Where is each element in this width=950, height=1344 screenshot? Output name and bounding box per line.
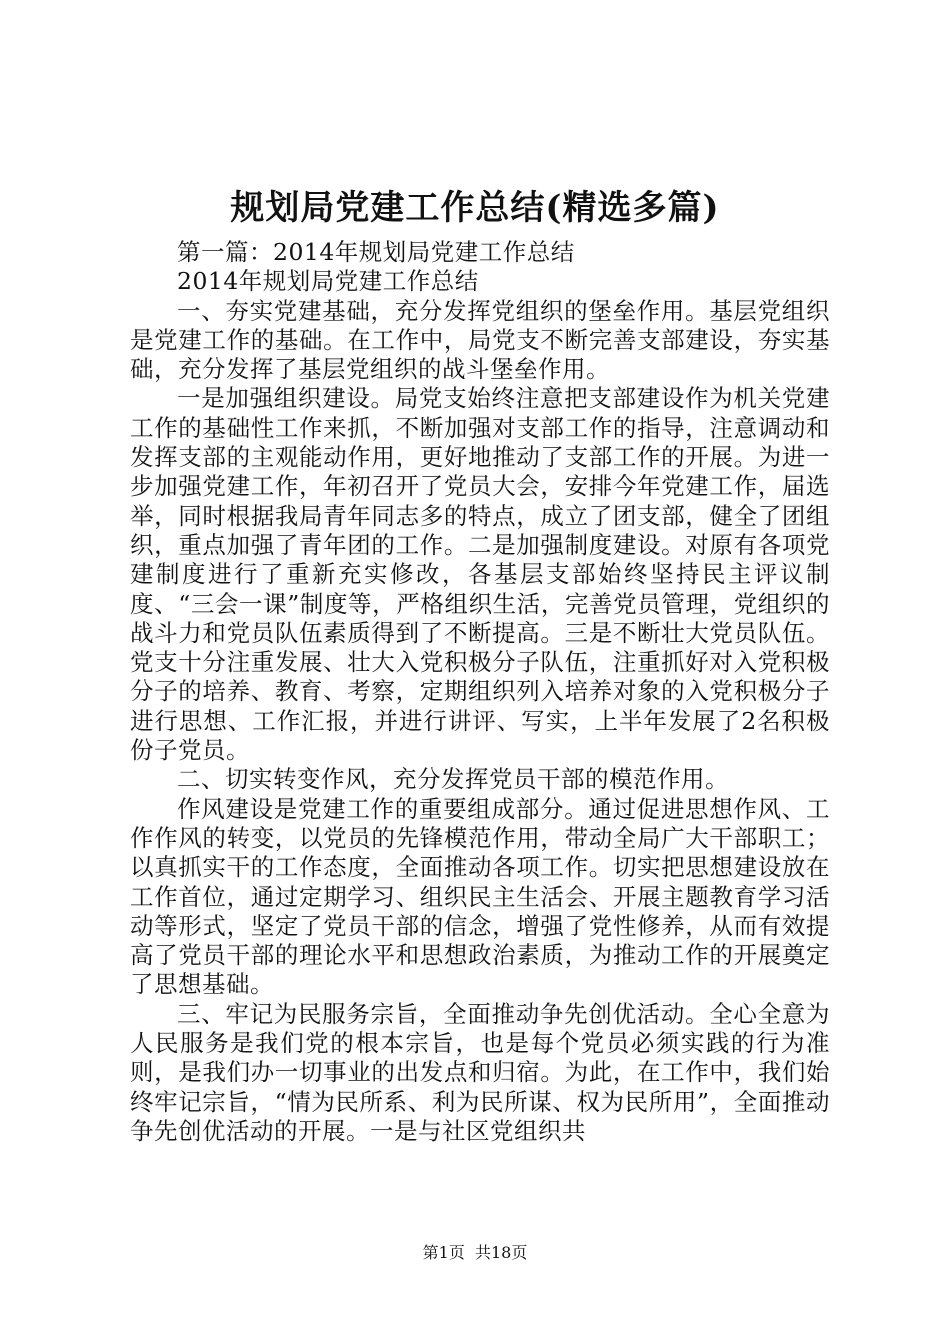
document-body <box>130 238 830 1146</box>
section-heading: 第一篇：2014年规划局党建工作总结 <box>177 238 575 266</box>
paragraph: 一、夯实党建基础，充分发挥党组织的堡垒作用。基层党组织是党建工作的基础。在工作中，局党支不断完善支部建设，夯实基础，充分发挥了基层党组织的战斗堡垒作用。 <box>130 296 830 384</box>
paragraph: 三、牢记为民服务宗旨，全面推动争先创优活动。全心全意为人民服务是我们党的根本宗旨，也是每个党员必须实践的行为准则，是我们办一切事业的出发点和归宿。为此，在工作中，我们始终牢记宗旨，“情为民所系、利为民所谋、权为民所用”，全面推动争先创优活动的开展。一是与社区党组织共 <box>130 999 830 1145</box>
page-number: 第1页 共18页 <box>422 1243 528 1262</box>
page-footer <box>0 1242 950 1264</box>
subtitle: 2014年规划局党建工作总结 <box>177 267 479 296</box>
paragraph: 作风建设是党建工作的重要组成部分。通过促进思想作风、工作作风的转变，以党员的先锋模范作用，带动全局广大干部职工；以真抓实干的工作态度，全面推动各项工作。切实把思想建设放在工作首位，通过定期学习、组织民主生活会、开展主题教育学习活动等形式，坚定了党员干部的信念，增强了党性修养，从而有效提高了党员干部的理论水平和思想政治素质，为推动工作的开展奠定了思想基础。 <box>130 794 830 999</box>
document-title: 规划局党建工作总结(精选多篇) <box>230 188 720 228</box>
paragraph: 二、切实转变作风，充分发挥党员干部的模范作用。 <box>177 765 729 794</box>
paragraph: 一是加强组织建设。局党支始终注意把支部建设作为机关党建工作的基础性工作来抓，不断加强对支部工作的指导，注意调动和发挥支部的主观能动作用，更好地推动了支部工作的开展。为进一步加强党建工作，年初召开了党员大会，安排今年党建工作，届选举，同时根据我局青年同志多的特点，成立了团支部，健全了团组织，重点加强了青年团的工作。二是加强制度建设。对原有各项党建制度进行了重新充实修改，各基层支部始终坚持民主评议制度、“三会一课”制度等，严格组织生活，完善党员管理，党组织的战斗力和党员队伍素质得到了不断提高。三是不断壮大党员队伍。党支十分注重发展、壮大入党积极分子队伍，注重抓好对入党积极分子的培养、教育、考察，定期组织列入培养对象的入党积极分子进行思想、工作汇报，并进行讲评、写实，上半年发展了2名积极份子党员。 <box>130 384 830 765</box>
